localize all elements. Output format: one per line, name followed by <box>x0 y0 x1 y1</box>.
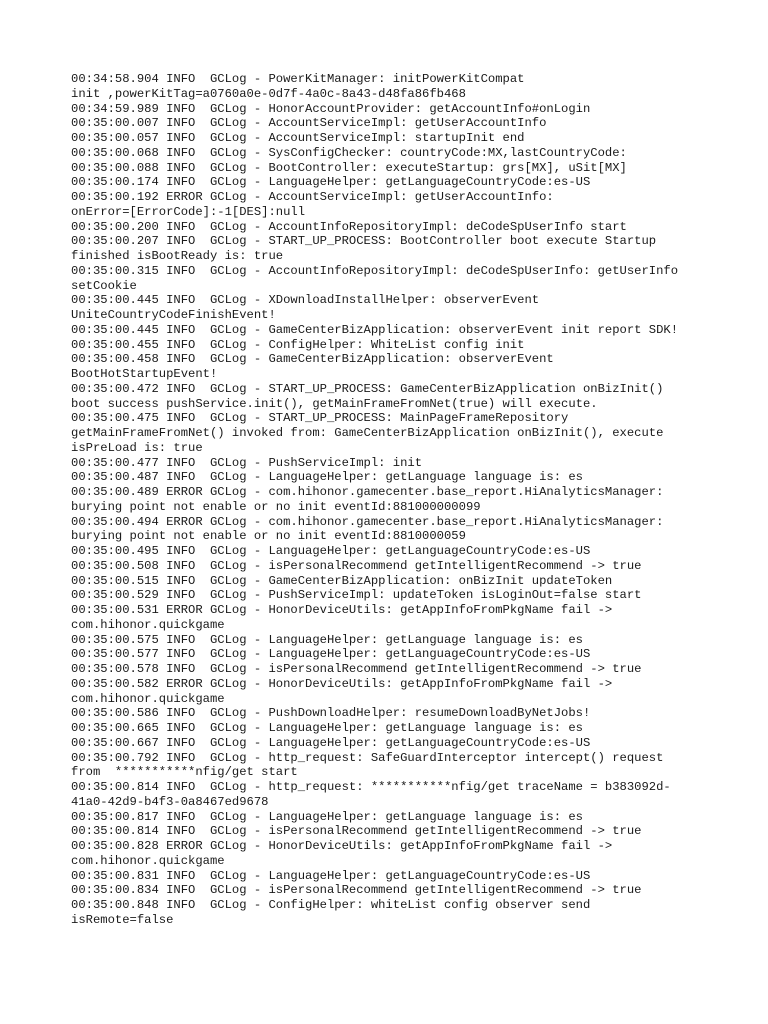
log-line: 00:35:00.475 INFO GCLog - START_UP_PROCESS: MainPageFrameRepository <box>71 411 569 426</box>
log-line: 00:35:00.445 INFO GCLog - GameCenterBizApplication: observerEvent init report SDK! <box>71 322 679 337</box>
log-line: 00:34:58.904 INFO GCLog - PowerKitManager: initPowerKitCompat <box>71 72 525 86</box>
log-line: boot success pushService.init(), getMainFrameFromNet(true) will execute. <box>71 396 598 411</box>
log-line: from ***********nfig/get start <box>71 765 298 780</box>
log-line: com.hihonor.quickgame <box>71 617 225 632</box>
log-line: 00:35:00.586 INFO GCLog - PushDownloadHelper: resumeDownloadByNetJobs! <box>71 706 591 721</box>
log-line: 00:35:00.582 ERROR GCLog - HonorDeviceUtils: getAppInfoFromPkgName fail -> <box>71 676 613 691</box>
log-document <box>71 72 701 928</box>
log-line: 00:35:00.578 INFO GCLog - isPersonalRecommend getIntelligentRecommend -> true <box>71 662 642 676</box>
log-line: 00:35:00.458 INFO GCLog - GameCenterBizApplication: observerEvent <box>71 352 554 367</box>
log-line: 00:35:00.207 INFO GCLog - START_UP_PROCESS: BootController boot execute Startup <box>71 234 657 249</box>
log-line: 00:35:00.665 INFO GCLog - LanguageHelper: getLanguage language is: es <box>71 721 583 735</box>
log-line: 00:35:00.489 ERROR GCLog - com.hihonor.gamecenter.base_report.HiAnalyticsManager: <box>71 485 664 499</box>
log-line: 41a0-42d9-b4f3-0a8467ed9678 <box>71 794 269 809</box>
log-line: 00:35:00.494 ERROR GCLog - com.hihonor.gamecenter.base_report.HiAnalyticsManager: <box>71 514 664 529</box>
log-line: 00:35:00.577 INFO GCLog - LanguageHelper: getLanguageCountryCode:es-US <box>71 647 591 662</box>
log-line: 00:35:00.495 INFO GCLog - LanguageHelper: getLanguageCountryCode:es-US <box>71 544 591 558</box>
log-line: 00:35:00.445 INFO GCLog - XDownloadInstallHelper: observerEvent <box>71 293 540 308</box>
log-line: onError=[ErrorCode]:-1[DES]:null <box>71 204 306 219</box>
log-line: getMainFrameFromNet() invoked from: GameCenterBizApplication onBizInit(), execute <box>71 426 664 440</box>
log-line: 00:35:00.315 INFO GCLog - AccountInfoRepositoryImpl: deCodeSpUserInfo: getUserInfo <box>71 263 679 278</box>
log-line: 00:35:00.192 ERROR GCLog - AccountServiceImpl: getUserAccountInfo: <box>71 190 554 204</box>
log-line: 00:35:00.472 INFO GCLog - START_UP_PROCESS: GameCenterBizApplication onBizInit() <box>71 381 664 396</box>
log-line: 00:35:00.068 INFO GCLog - SysConfigChecker: countryCode:MX,lastCountryCode: <box>71 145 627 160</box>
log-line: UniteCountryCodeFinishEvent! <box>71 308 276 322</box>
log-line: 00:35:00.477 INFO GCLog - PushServiceImpl: init <box>71 455 423 470</box>
log-line: 00:35:00.057 INFO GCLog - AccountServiceImpl: startupInit end <box>71 131 525 145</box>
log-line: isPreLoad is: true <box>71 440 203 455</box>
log-line: init ,powerKitTag=a0760a0e-0d7f-4a0c-8a43-d48fa86fb468 <box>71 86 466 101</box>
log-line: 00:35:00.814 INFO GCLog - http_request: ***********nfig/get traceName = b383092d- <box>71 780 671 794</box>
log-line: 00:35:00.792 INFO GCLog - http_request: SafeGuardInterceptor intercept() request <box>71 750 664 765</box>
log-line: isRemote=false <box>71 912 174 927</box>
log-line: com.hihonor.quickgame <box>71 853 225 868</box>
log-line: 00:35:00.667 INFO GCLog - LanguageHelper: getLanguageCountryCode:es-US <box>71 735 591 750</box>
log-line: 00:35:00.200 INFO GCLog - AccountInfoRepositoryImpl: deCodeSpUserInfo start <box>71 219 627 234</box>
log-line: 00:35:00.575 INFO GCLog - LanguageHelper: getLanguage language is: es <box>71 632 583 647</box>
log-line: 00:35:00.515 INFO GCLog - GameCenterBizApplication: onBizInit updateToken <box>71 573 613 588</box>
log-line: setCookie <box>71 278 137 293</box>
log-line: 00:35:00.817 INFO GCLog - LanguageHelper: getLanguage language is: es <box>71 809 583 824</box>
log-line: 00:34:59.989 INFO GCLog - HonorAccountProvider: getAccountInfo#onLogin <box>71 101 591 116</box>
log-line: 00:35:00.834 INFO GCLog - isPersonalRecommend getIntelligentRecommend -> true <box>71 883 642 898</box>
log-line: 00:35:00.529 INFO GCLog - PushServiceImpl: updateToken isLoginOut=false start <box>71 588 642 603</box>
log-line: 00:35:00.508 INFO GCLog - isPersonalRecommend getIntelligentRecommend -> true <box>71 558 642 573</box>
log-line: 00:35:00.088 INFO GCLog - BootController: executeStartup: grs[MX], uSit[MX] <box>71 160 627 175</box>
log-line: 00:35:00.455 INFO GCLog - ConfigHelper: WhiteList config init <box>71 337 525 352</box>
log-line: BootHotStartupEvent! <box>71 367 218 381</box>
log-line: finished isBootReady is: true <box>71 249 284 263</box>
log-line: burying point not enable or no init eventId:8810000059 <box>71 529 466 544</box>
log-line: com.hihonor.quickgame <box>71 691 225 706</box>
log-line: 00:35:00.531 ERROR GCLog - HonorDeviceUtils: getAppInfoFromPkgName fail -> <box>71 603 613 617</box>
log-line: burying point not enable or no init eventId:881000000099 <box>71 499 481 514</box>
log-line: 00:35:00.848 INFO GCLog - ConfigHelper: whiteList config observer send <box>71 898 591 912</box>
log-line: 00:35:00.828 ERROR GCLog - HonorDeviceUtils: getAppInfoFromPkgName fail -> <box>71 839 613 853</box>
log-line: 00:35:00.007 INFO GCLog - AccountServiceImpl: getUserAccountInfo <box>71 116 547 131</box>
log-line: 00:35:00.831 INFO GCLog - LanguageHelper: getLanguageCountryCode:es-US <box>71 868 591 883</box>
log-line: 00:35:00.814 INFO GCLog - isPersonalRecommend getIntelligentRecommend -> true <box>71 824 642 839</box>
log-line: 00:35:00.487 INFO GCLog - LanguageHelper: getLanguage language is: es <box>71 470 583 485</box>
log-line: 00:35:00.174 INFO GCLog - LanguageHelper: getLanguageCountryCode:es-US <box>71 175 591 190</box>
